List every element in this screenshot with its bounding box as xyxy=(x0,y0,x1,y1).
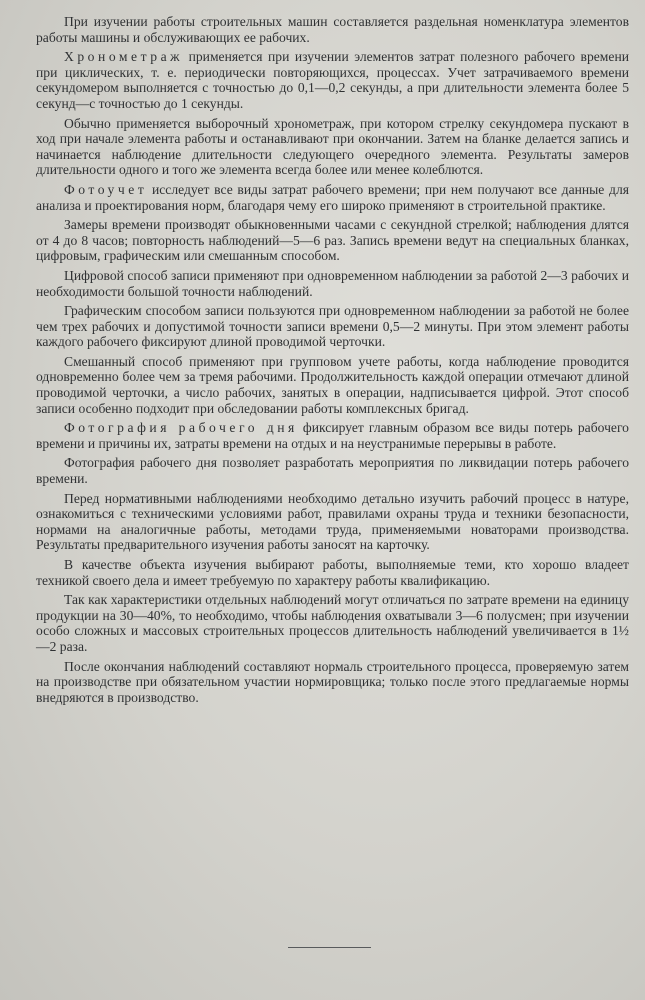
closing-divider xyxy=(288,947,371,948)
paragraph: Замеры времени производят обыкновенными часами с секундной стрелкой; наблюдения длятся от 4 до 8 часов; повторность наблюдений—5—6 раз. Запись времени ведут на специальных бланках, цифровым, графическим или смешанным способом. xyxy=(36,217,629,264)
paragraph: Перед нормативными наблюдениями необходимо детально изучить рабочий процесс в натуре, ознакомиться с техническими условиями работ, правилами охраны труда и техники безопасности, нормами на аналогичные работы, методами труда, применяемыми новаторами производства. Результаты предварительного изучения работы заносят на карточку. xyxy=(36,490,629,553)
paragraph: Так как характеристики отдельных наблюдений могут отличаться по затрате времени на единицу продукции на 30—40%, то необходимо, чтобы наблюдения охватывали 3—6 полусмен; при изучении особо сложных и массовых строительных процессов длительность наблюдений увеличивается в 1½—2 раза. xyxy=(36,592,629,654)
paragraph: Хронометраж применяется при изучении элементов затрат полезного рабочего времени при циклических, т. е. периодически повторяющихся, процессах. Учет затрачиваемого времени секундомером выполняется с точностью до 0,1—0,2 секунды, а при длительности элемента более 5 секунд—с точностью до 1 секунды. xyxy=(36,49,629,111)
paragraph: Фотография рабочего дня фиксирует главным образом все виды потерь рабочего времени и причины их, затраты времени на отдых и на неустранимые перерывы в работе. xyxy=(36,420,629,451)
term-workday-photo: Фотография рабочего дня xyxy=(64,420,298,436)
term-chronometrage: Хронометраж xyxy=(64,49,184,65)
paragraph: При изучении работы строительных машин составляется раздельная номенклатура элементов работы машины и обслуживающих ее рабочих. xyxy=(36,14,629,45)
paragraph: Смешанный способ применяют при групповом учете работы, когда наблюдение проводится одновременно более чем за тремя рабочими. Продолжительность каждой операции отмечают длиной проводимой черточки, а число рабочих, занятых в операции, надписывается цифрой. Этот способ записи особенно подходит при обследовании работы комплексных бригад. xyxy=(36,353,629,416)
paragraph: Фотография рабочего дня позволяет разработать мероприятия по ликвидации потерь рабочего времени. xyxy=(36,455,629,487)
paragraph: Графическим способом записи пользуются при одновременном наблюдении за работой не более чем трех рабочих и допустимой точности записи времени 0,5—2 минуты. При этом элемент работы каждого рабочего фиксируют длиной проводимой черточки. xyxy=(36,303,629,350)
paragraph: Фотоучет исследует все виды затрат рабочего времени; при нем получают все данные для анализа и проектирования норм, благодаря чему его широко применяют в строительной практике. xyxy=(36,181,629,213)
paragraph: Обычно применяется выборочный хронометраж, при котором стрелку секундомера пускают в ход при начале элемента работы и останавливают при окончании. Затем на бланке делается запись и начинается наблюдение длительности следующего очередного элемента. Результаты замеров длительности одного и того же элемента всегда более или менее колеблются. xyxy=(36,115,629,178)
term-photo-record: Фотоучет xyxy=(64,181,148,197)
body-text xyxy=(36,14,629,709)
paragraph: После окончания наблюдений составляют нормаль строительного процесса, проверяемую затем на производстве при обязательном участии нормировщика; только после этого предлагаемые нормы внедряются в производство. xyxy=(36,658,629,705)
paragraph: Цифровой способ записи применяют при одновременном наблюдении за работой 2—3 рабочих и необходимости большой точности наблюдений. xyxy=(36,267,629,299)
paragraph: В качестве объекта изучения выбирают работы, выполняемые теми, кто хорошо владеет техникой своего дела и имеет требуемую по характеру работы квалификацию. xyxy=(36,557,629,588)
